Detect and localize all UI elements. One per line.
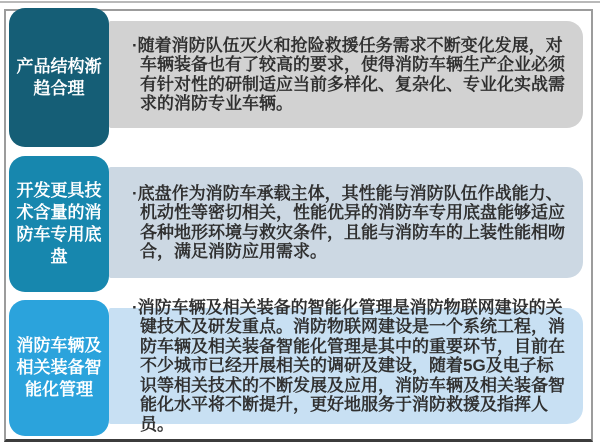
row2-content-text bbox=[109, 184, 583, 262]
row3-label-box bbox=[9, 300, 109, 436]
row2-label-box bbox=[9, 156, 109, 292]
row2-label-text: 开发更具技术含量的消防车专用底盘 bbox=[16, 181, 102, 266]
row2-content-box bbox=[109, 167, 583, 278]
row1-content-box bbox=[109, 21, 583, 128]
row3-content-box bbox=[109, 297, 583, 434]
row3-bullet: · bbox=[132, 297, 138, 317]
row3-body: 消防车辆及相关装备的智能化管理是消防物联网建设的关键技术及研发重点。消防物联网建设是一个系统工程，消防车辆及相关装备智能化管理是其中的重要环节，目前在不少城市已经开展相关的调研及建设，随着5G及电子标识等相关技术的不断发展及应用，消防车辆及相关装备智能化水平将不断提升，更好地服务于消防救援及指挥人员。 bbox=[137, 297, 565, 434]
row2-bullet: · bbox=[132, 183, 138, 203]
row1-label-text: 产品结构渐趋合理 bbox=[16, 56, 102, 98]
row3-label-text: 消防车辆及相关装备智能化管理 bbox=[16, 336, 102, 399]
row1-label-box bbox=[9, 8, 109, 147]
row1-content-text bbox=[109, 36, 583, 114]
row1-bullet: · bbox=[132, 35, 138, 55]
row3-content-text bbox=[109, 298, 583, 435]
row2-body: 底盘作为消防车承载主体，其性能与消防队伍作战能力、机动性等密切相关，性能优异的消防车专用底盘能够适应各种地形环境与救灾条件，且能与消防车的上装性能相吻合，满足消防应用需求。 bbox=[137, 183, 565, 261]
top-edge-line bbox=[0, 1, 600, 3]
row1-body: 随着消防队伍灭火和抢险救援任务需求不断变化发展，对车辆装备也有了较高的要求，使得消防车辆生产企业必须有针对性的研制适应当前多样化、复杂化、专业化实战需求的消防专业车辆。 bbox=[137, 35, 565, 113]
